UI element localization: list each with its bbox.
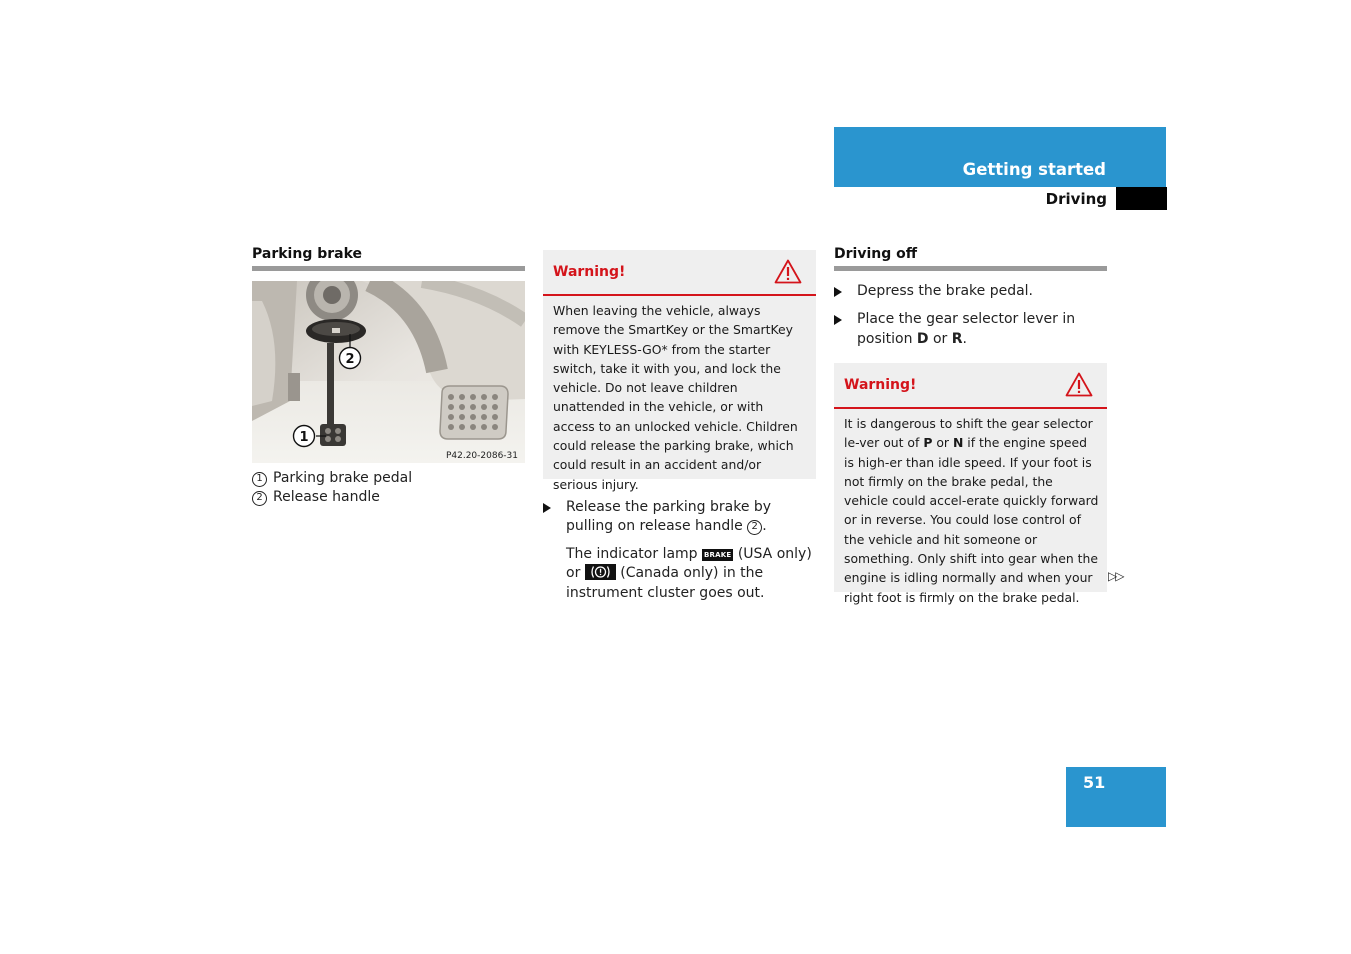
continued-arrow-icon: ▷▷ xyxy=(1108,569,1123,583)
warning-2-text-2: if the engine speed is high-er than idle speed. If your foot is not firmly on the brake pedal, the vehicle could accel-erate quickly forward or in reverse. You could lose control of the vehicle and hit someone or something. Only shift into gear when the engine is idling normally and when your right foot is firmly on the brake pedal. xyxy=(844,435,1099,605)
driving-off-heading: Driving off xyxy=(834,246,918,262)
release-handle-num: 2 xyxy=(747,520,762,535)
legend-item-2 xyxy=(252,488,525,507)
warning-header xyxy=(543,250,816,296)
brake-lamp-icon: BRAKE xyxy=(704,550,732,559)
legend-text: Release handle xyxy=(273,489,380,505)
section-title: Getting started xyxy=(962,160,1106,179)
warning-box-parking xyxy=(543,250,816,492)
figure-legend xyxy=(252,469,525,507)
step-2-text-a: Place the gear selector lever in position xyxy=(857,311,1076,347)
indicator-text-a: The indicator lamp xyxy=(566,545,703,562)
step-depress-brake xyxy=(834,282,1109,301)
parking-brake-heading: Parking brake xyxy=(252,246,363,262)
driving-off-steps xyxy=(834,282,1109,349)
indicator-lamp-note xyxy=(543,545,818,604)
legend-num: 2 xyxy=(252,491,267,506)
gear-r: R xyxy=(951,330,963,347)
parking-brake-figure xyxy=(252,281,525,463)
callout-label-2: 2 xyxy=(345,352,355,367)
subsection-title: Driving xyxy=(1045,190,1107,208)
warning-triangle-icon xyxy=(1065,372,1093,397)
warning-2-or: or xyxy=(932,435,953,451)
indicator-text-c: (Canada only) in the instrument cluster goes out. xyxy=(566,565,765,601)
legend-item-1 xyxy=(252,469,525,488)
heading-rule xyxy=(834,266,1107,271)
warning-header xyxy=(834,363,1107,409)
release-text-a: Release the parking brake by pulling on release handle xyxy=(566,499,772,535)
step-arrow-icon xyxy=(834,315,842,325)
step-arrow-icon xyxy=(543,503,551,513)
step-2-end: . xyxy=(962,330,967,347)
indicator-text-b: (USA only) or xyxy=(566,545,812,582)
parking-brake-lamp-icon xyxy=(585,564,616,580)
legend-text: Parking brake pedal xyxy=(273,470,413,486)
gear-n: N xyxy=(952,435,964,451)
warning-triangle-icon xyxy=(774,259,802,284)
step-1-text: Depress the brake pedal. xyxy=(857,283,1034,299)
figure-code: P42.20-2086-31 xyxy=(445,451,518,461)
section-marker xyxy=(1116,187,1167,210)
step-arrow-icon xyxy=(834,287,842,297)
warning-box-gear xyxy=(834,363,1107,605)
legend-num: 1 xyxy=(252,472,267,487)
warning-label: Warning! xyxy=(553,264,626,280)
parking-brake-photo xyxy=(252,281,525,463)
page-number: 51 xyxy=(1083,773,1106,792)
heading-rule xyxy=(252,266,525,271)
release-text-b: . xyxy=(762,518,767,535)
step-2-or: or xyxy=(928,330,952,347)
warning-2-text-1: It is dangerous to shift the gear selector le-ver out of xyxy=(844,416,1093,451)
section-tab xyxy=(834,127,1166,187)
gear-p: P xyxy=(923,435,933,451)
step-gear-selector xyxy=(834,310,1109,349)
warning-text xyxy=(834,409,1107,613)
callout-label-1: 1 xyxy=(299,430,309,445)
release-step xyxy=(543,498,818,604)
page-number-tab xyxy=(1066,767,1166,827)
gear-d: D xyxy=(916,330,929,347)
release-instruction xyxy=(543,498,818,537)
warning-label: Warning! xyxy=(844,377,917,393)
warning-text: When leaving the vehicle, always remove the SmartKey or the SmartKey with KEYLESS-GO* from the starter switch, take it with you, and lock the vehicle. Do not leave children unattended in the vehicle, or with access to an unlocked vehicle. Children could release the parking brake, which could result in an accident and/or serious injury. xyxy=(553,303,798,492)
